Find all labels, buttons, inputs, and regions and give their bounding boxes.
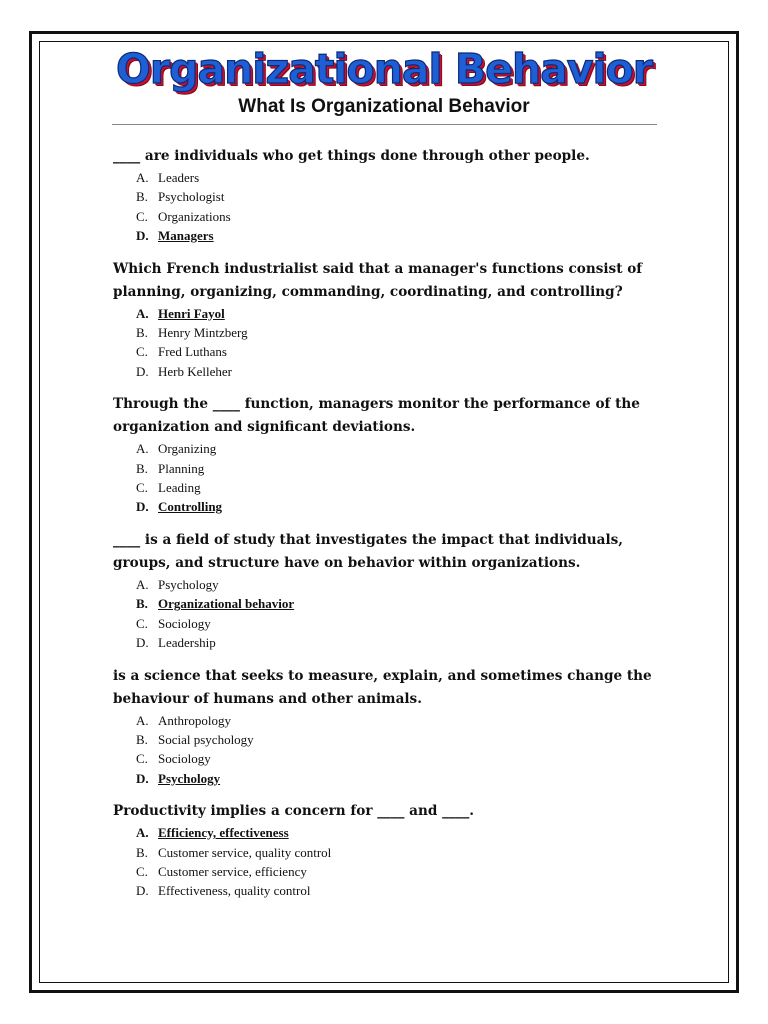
option-text: Planning [158,460,205,476]
option-text: Anthropology [158,712,231,728]
question-1 [113,145,653,246]
option-letter: C. [136,863,148,879]
option-letter: A. [136,825,149,841]
option-text: Customer service, efficiency [158,863,307,879]
option-text: Customer service, quality control [158,844,332,860]
answer-option [136,187,653,206]
option-text: Leadership [158,635,216,651]
option-letter: D. [136,635,149,651]
answer-option [136,342,653,361]
option-text: Leading [158,480,201,496]
option-text: Efficiency, effectiveness [158,825,289,841]
answer-option [136,226,653,245]
option-letter: A. [136,170,149,185]
question-text: ____ is a field of study that investigates the impact that individuals, groups, and structure have on behavior within organizations. [113,531,624,571]
option-text: Organizing [158,441,217,457]
option-text: Sociology [158,615,211,631]
option-letter: C. [136,344,148,360]
option-letter: B. [136,596,148,612]
option-text: Psychology [158,770,221,786]
option-letter: D. [136,363,149,379]
answer-options [113,168,653,246]
question-6 [113,800,653,901]
option-text: Organizational behavior [158,596,295,612]
option-text: Fred Luthans [158,344,227,360]
option-letter: B. [136,460,148,476]
answer-options [113,304,653,382]
question-text: ____ are individuals who get things done through other people. [113,148,590,164]
answer-option [136,881,653,900]
option-letter: D. [136,883,149,899]
option-letter: D. [136,499,149,515]
answer-options [113,711,653,789]
question-2 [113,258,653,382]
option-letter: B. [136,189,148,205]
question-list [113,145,653,913]
option-letter: A. [136,305,149,321]
option-text: Leaders [158,170,200,185]
answer-option [136,862,653,881]
option-text: Effectiveness, quality control [158,883,311,899]
option-text: Managers [158,228,214,244]
answer-options [113,823,653,901]
answer-option [136,575,653,594]
option-text: Herb Kelleher [158,363,232,379]
option-letter: A. [136,576,149,592]
answer-option [136,323,653,342]
page-subtitle: What Is Organizational Behavior [238,96,530,117]
question-4 [113,529,653,653]
option-letter: C. [136,480,148,496]
answer-option [136,711,653,730]
question-3 [113,393,653,517]
answer-option [136,614,653,633]
question-5 [113,665,653,789]
answer-option [136,843,653,862]
answer-options [113,439,653,517]
answer-option [136,633,653,652]
answer-option [136,823,653,842]
answer-option [136,749,653,768]
option-text: Psychology [158,576,219,592]
answer-option [136,168,653,187]
option-text: Social psychology [158,731,254,747]
option-text: Sociology [158,751,211,767]
option-text: Henri Fayol [158,305,225,321]
question-text: is a science that seeks to measure, explain, and sometimes change the behaviour of humans and other animals. [113,667,652,707]
answer-option [136,497,653,516]
option-letter: D. [136,228,149,244]
answer-option [136,207,653,226]
answer-option [136,594,653,613]
option-letter: C. [136,615,148,631]
option-text: Organizations [158,208,231,224]
answer-option [136,769,653,788]
option-letter: C. [136,751,148,767]
option-letter: C. [136,208,148,224]
answer-option [136,362,653,381]
header-divider [112,124,657,125]
option-letter: B. [136,731,148,747]
answer-option [136,730,653,749]
question-text: Productivity implies a concern for ____ and ____. [113,803,474,820]
answer-option [136,478,653,497]
question-text: Through the ____ function, managers monitor the performance of the organization and significant deviations. [113,396,640,436]
banner-title: Organizational Behavior [116,45,652,93]
answer-option [136,459,653,478]
option-letter: A. [136,712,149,728]
option-letter: A. [136,441,149,457]
option-letter: B. [136,325,148,341]
question-text: Which French industrialist said that a manager's functions consist of planning, organizing, commanding, coordinating, and controlling? [113,260,643,300]
answer-options [113,575,653,653]
option-text: Psychologist [158,189,225,205]
answer-option [136,439,653,458]
option-text: Henry Mintzberg [158,325,248,341]
answer-option [136,304,653,323]
option-letter: B. [136,844,148,860]
option-letter: D. [136,770,149,786]
option-text: Controlling [158,499,223,515]
